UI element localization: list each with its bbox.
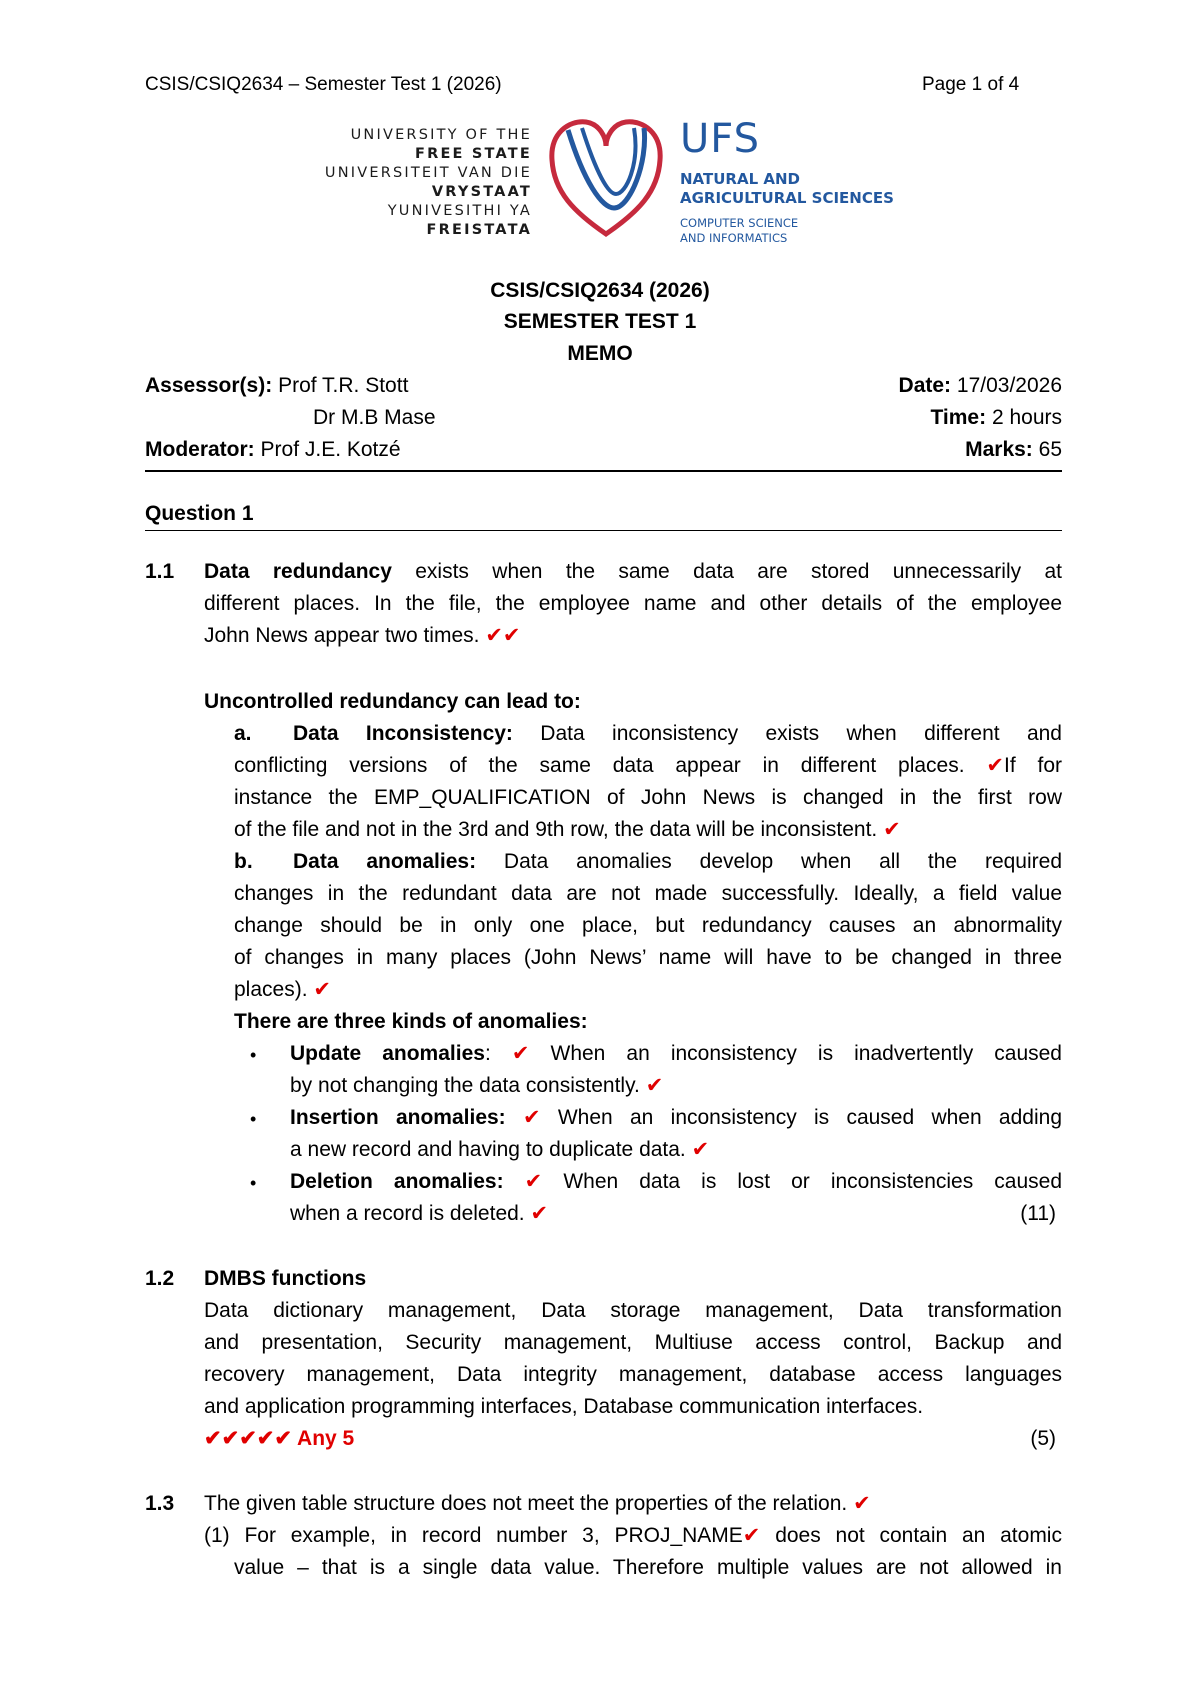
text: John News appear two times.	[204, 624, 480, 647]
tick-marks: ✔✔	[485, 624, 521, 647]
marks-label: Marks:	[965, 438, 1033, 461]
q1-2-line4: and application programming interfaces, Database communication interfaces.	[204, 1395, 924, 1418]
logo-line: FREISTATA	[426, 222, 532, 238]
bullet-insertion-line2	[290, 1134, 709, 1167]
header-divider	[145, 470, 1062, 472]
term: Deletion anomalies:	[290, 1170, 504, 1193]
faculty-line: AGRICULTURAL SCIENCES	[680, 189, 894, 207]
q1-1-line3	[204, 620, 521, 653]
q1-1-number: 1.1	[145, 560, 175, 583]
tick-mark: ✔	[853, 1492, 871, 1515]
date-value: 17/03/2026	[956, 374, 1062, 397]
item-b-line2: changes in the redundant data are not made successfully. Ideally, a field value	[234, 882, 1062, 905]
item-a-line1	[293, 718, 1062, 751]
assessors-label: Assessor(s):	[145, 374, 273, 397]
tick-mark: ✔	[530, 1202, 549, 1225]
q1-2-line1: Data dictionary management, Data storage management, Data transformation	[204, 1299, 1062, 1322]
q1-1-line1	[204, 556, 1062, 589]
item-a-line2	[234, 750, 1062, 783]
text: conflicting versions of the same data appear in different places.	[234, 754, 965, 777]
text: When data is lost or inconsistencies caused	[542, 1170, 1063, 1193]
item-a-line4	[234, 814, 901, 847]
item-b-line1	[293, 846, 1062, 879]
marks-line	[965, 438, 1062, 462]
tick-mark: ✔	[522, 1106, 541, 1129]
text: When an inconsistency is caused when adding	[540, 1106, 1062, 1129]
item-a-label: a.	[234, 722, 252, 745]
item-b-line5	[234, 974, 331, 1007]
bullet-dot-icon: •	[250, 1045, 257, 1065]
faculty-line: NATURAL AND	[680, 170, 800, 188]
q1-3-line2	[204, 1520, 1062, 1553]
uncontrolled-heading: Uncontrolled redundancy can lead to:	[204, 690, 581, 713]
tick-mark: ✔	[645, 1074, 664, 1097]
page-number: Page 1 of 4	[922, 74, 1020, 95]
bullet-deletion-line2	[290, 1198, 548, 1231]
logo-line: UNIVERSITY OF THE	[350, 127, 532, 143]
bullet-deletion-line1	[290, 1166, 1062, 1199]
bullet-insertion-line1	[290, 1102, 1062, 1135]
bullet-update-line2	[290, 1070, 663, 1103]
q1-1-line2: different places. In the file, the employee name and other details of the employee	[204, 592, 1062, 615]
q1-2-line2: and presentation, Security management, Multiuse access control, Backup and	[204, 1331, 1062, 1354]
tick-mark: ✔	[511, 1042, 530, 1065]
title-test: SEMESTER TEST 1	[503, 310, 697, 333]
assessors-line	[145, 374, 408, 398]
assessor-1: Prof T.R. Stott	[278, 374, 409, 397]
tick-mark: ✔	[524, 1170, 543, 1193]
q1-2-line3: recovery management, Data integrity management, database access languages	[204, 1363, 1062, 1386]
q1-2-number: 1.2	[145, 1267, 175, 1290]
text: The given table structure does not meet the properties of the relation.	[204, 1492, 848, 1515]
text: If for	[1004, 754, 1062, 777]
q1-3-line1	[204, 1488, 871, 1521]
anomalies-heading: There are three kinds of anomalies:	[234, 1010, 588, 1033]
faculty-name	[680, 170, 894, 208]
title-course: CSIS/CSIQ2634 (2026)	[490, 279, 710, 302]
time-line	[930, 406, 1062, 430]
ufs-logo-title: UFS	[680, 116, 760, 162]
marks-value: 65	[1038, 438, 1062, 461]
tick-mark: ✔	[986, 754, 1004, 777]
q1-3-line3: value – that is a single data value. Therefore multiple values are not allowed in	[234, 1556, 1062, 1579]
text: exists when the same data are stored unnecessarily at	[391, 560, 1062, 583]
department-line: AND INFORMATICS	[680, 231, 788, 245]
text: Data anomalies develop when all the required	[476, 850, 1062, 873]
logo-line: VRYSTAAT	[431, 184, 532, 200]
question-divider	[145, 530, 1062, 531]
bullet-update-line1	[290, 1038, 1062, 1071]
text: When an inconsistency is inadvertently caused	[529, 1042, 1062, 1065]
q1-2-heading: DMBS functions	[204, 1267, 367, 1290]
university-name-logo-text	[300, 126, 532, 240]
logo-line: FREE STATE	[414, 146, 532, 162]
tick-mark: ✔	[313, 978, 331, 1001]
moderator-line	[145, 438, 401, 462]
q1-2-tick-marks: ✔✔✔✔✔ Any 5	[204, 1427, 355, 1450]
running-header-course: CSIS/CSIQ2634 – Semester Test 1 (2026)	[145, 74, 502, 95]
assessor-2: Dr M.B Mase	[313, 406, 436, 429]
date-label: Date:	[898, 374, 952, 397]
logo-line: UNIVERSITEIT VAN DIE	[324, 165, 532, 181]
text: a new record and having to duplicate data.	[290, 1138, 686, 1161]
term: Data redundancy	[204, 560, 392, 583]
item-b-line3: change should be in only one place, but redundancy causes an abnormality	[234, 914, 1062, 937]
tick-mark: ✔	[883, 818, 901, 841]
item-b-line4: of changes in many places (John News’ name will have to be changed in three	[234, 946, 1062, 969]
tick-mark: ✔	[742, 1524, 761, 1547]
item-a-line3: instance the EMP_QUALIFICATION of John News is changed in the first row	[234, 786, 1062, 809]
text: :	[484, 1042, 491, 1065]
moderator-label: Moderator:	[145, 438, 255, 461]
text: places).	[234, 978, 308, 1001]
text: Data inconsistency exists when different and	[512, 722, 1062, 745]
time-value: 2 hours	[991, 406, 1062, 429]
text: does not contain an atomic	[760, 1524, 1062, 1547]
date-line	[899, 374, 1062, 398]
term: Data anomalies:	[293, 850, 477, 873]
logo-line: YUNIVESITHI YA	[387, 203, 532, 219]
term: Data Inconsistency:	[293, 722, 513, 745]
bullet-dot-icon: •	[250, 1173, 257, 1193]
term: Insertion anomalies:	[290, 1106, 506, 1129]
text: (1) For example, in record number 3, PROJ_NAME	[204, 1524, 743, 1547]
ufs-heart-logo-icon	[544, 112, 668, 242]
text: of the file and not in the 3rd and 9th row, the data will be inconsistent.	[234, 818, 878, 841]
time-label: Time:	[930, 406, 987, 429]
department-name	[680, 216, 798, 246]
moderator-name: Prof J.E. Kotzé	[260, 438, 401, 461]
bullet-dot-icon: •	[250, 1109, 257, 1129]
q1-1-marks: (11)	[1020, 1202, 1056, 1225]
term: Update anomalies	[290, 1042, 485, 1065]
department-line: COMPUTER SCIENCE	[680, 216, 799, 230]
text: when a record is deleted.	[290, 1202, 525, 1225]
q1-2-marks: (5)	[1030, 1427, 1056, 1450]
text: by not changing the data consistently.	[290, 1074, 640, 1097]
tick-mark: ✔	[691, 1138, 710, 1161]
question-heading: Question 1	[145, 502, 254, 525]
q1-3-number: 1.3	[145, 1492, 175, 1515]
title-memo: MEMO	[567, 342, 633, 365]
item-b-label: b.	[234, 850, 253, 873]
